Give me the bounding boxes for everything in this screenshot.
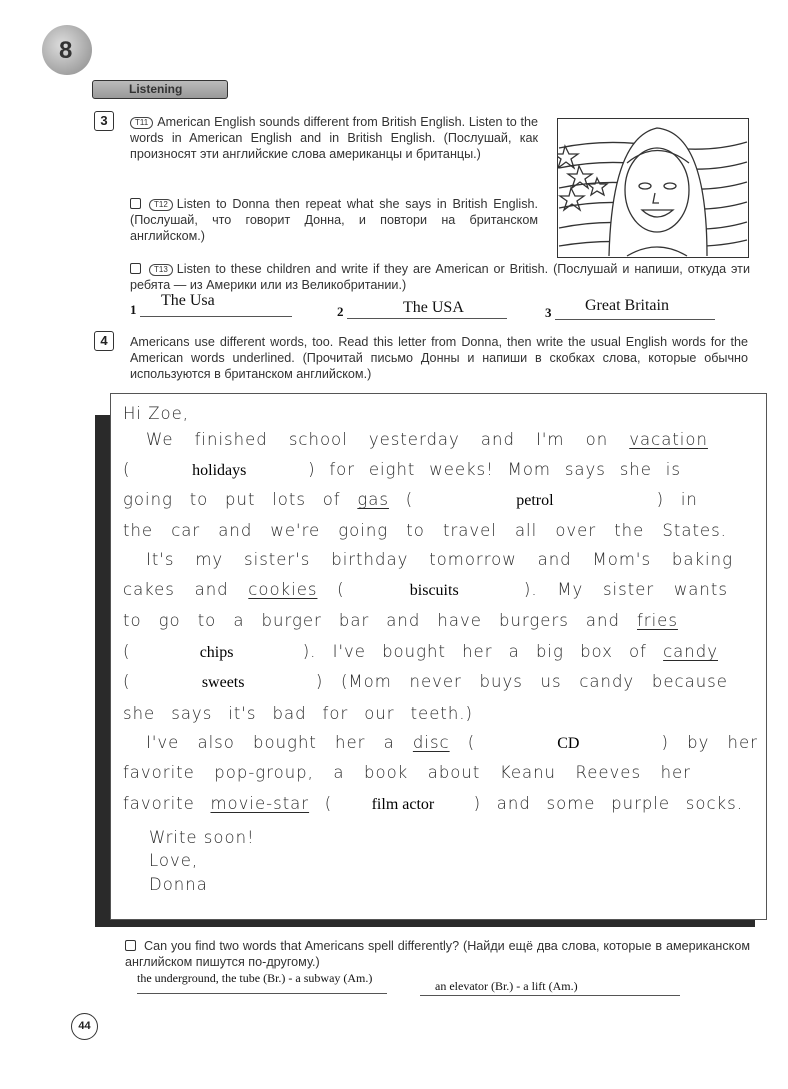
letter-word: the	[614, 521, 645, 540]
exercise-number: 3	[94, 111, 114, 131]
letter-word: ).	[302, 642, 317, 661]
letter-word: by	[687, 733, 710, 752]
answer-field[interactable]: sweets	[201, 674, 245, 691]
answer-line	[140, 316, 292, 317]
letter-word: put	[225, 490, 256, 509]
letter-word: and	[496, 794, 531, 813]
letter-line	[149, 851, 198, 870]
letter-word: (	[123, 642, 131, 661]
letter-word: States.	[662, 521, 727, 540]
answer-field[interactable]: biscuits	[409, 582, 459, 599]
letter-word: we're	[270, 521, 321, 540]
letter-word: to	[123, 611, 142, 630]
letter-word: on	[585, 430, 609, 449]
letter-word: (	[123, 672, 131, 691]
letter-word: birthday	[331, 550, 409, 569]
letter-line	[123, 763, 691, 782]
letter-word: (Mom	[340, 672, 392, 691]
exercise-5-instruction	[125, 938, 750, 970]
answer-number: 1	[130, 302, 137, 317]
letter-word: I'm	[536, 430, 565, 449]
letter-line	[123, 794, 743, 814]
letter-word: bought	[382, 642, 446, 661]
letter-word: about	[427, 763, 481, 782]
answer-field-spelling-2[interactable]: an elevator (Br.) - a lift (Am.)	[435, 979, 578, 993]
answer-field[interactable]: CD	[557, 735, 580, 752]
letter-word: says	[171, 704, 213, 723]
section-header	[92, 80, 228, 99]
letter-word: cakes	[123, 580, 175, 599]
letter-word: I've	[332, 642, 366, 661]
underlined-american-word: movie-star	[210, 794, 310, 813]
exercise-number: 4	[94, 331, 114, 351]
audio-track-badge: T12	[149, 199, 173, 211]
letter-word: to	[197, 611, 217, 630]
letter-word: my	[195, 550, 224, 569]
letter-line	[123, 580, 728, 600]
letter-word: and	[386, 611, 421, 630]
letter-shadow	[95, 415, 110, 927]
answer-field-spelling-1[interactable]: the underground, the tube (Br.) - a subway (Am.)	[137, 971, 373, 985]
letter-word: have	[437, 611, 482, 630]
letter-word: We	[146, 430, 174, 449]
letter-word: finished	[194, 430, 268, 449]
letter-word: teeth.)	[410, 704, 473, 723]
letter-word: Love,	[149, 851, 199, 870]
letter-word: (	[324, 794, 333, 813]
letter-word: bar	[338, 611, 370, 630]
task-checkbox	[125, 940, 136, 951]
letter-word: sister	[602, 580, 655, 599]
answer-line	[420, 995, 680, 996]
underlined-american-word: candy	[663, 642, 718, 661]
letter-line	[123, 404, 189, 423]
donna-letter	[110, 393, 767, 920]
answer-field[interactable]: chips	[199, 644, 234, 661]
letter-line	[123, 521, 727, 540]
letter-word: burger	[261, 611, 322, 630]
girl-with-flag-illustration	[557, 118, 749, 258]
letter-word: Hi Zoe,	[123, 404, 190, 423]
instruction-text: Can you find two words that Americans spell differently? (Найди ещё два слова, которые в американском английском пишутся по-другому.)	[125, 939, 750, 969]
answer-number: 3	[545, 305, 552, 320]
letter-line	[123, 611, 678, 630]
letter-word: because	[651, 672, 728, 691]
letter-word: and	[480, 430, 515, 449]
exercise-4-instruction: Americans use different words, too. Read this letter from Donna, then write the usual English words for the American words underlined. (Прочитай письмо Донны и напиши в скобках слова, которые обычно используются в британском английском.)	[130, 335, 748, 381]
letter-word: car	[171, 521, 201, 540]
letter-line	[123, 672, 728, 692]
answer-field-1[interactable]: The Usa	[161, 292, 215, 309]
letter-word: lots	[272, 490, 306, 509]
letter-word: favorite	[123, 794, 195, 813]
letter-line	[146, 733, 758, 753]
letter-word: is	[665, 460, 681, 479]
section-title: Listening	[129, 82, 183, 96]
letter-word: yesterday	[368, 430, 460, 449]
letter-word: bad	[272, 704, 307, 723]
letter-word: Donna	[149, 875, 208, 894]
letter-line	[123, 704, 473, 723]
answer-line	[555, 319, 715, 320]
letter-word: I've	[146, 733, 180, 752]
letter-word: over	[555, 521, 597, 540]
letter-word: sister's	[244, 550, 311, 569]
exercise-3-instruction	[130, 114, 538, 162]
letter-word: candy	[579, 672, 635, 691]
instruction-text: Listen to Donna then repeat what she says in British English. (Послушай, что говорит Донна, и повтори на британском английском.)	[130, 197, 538, 243]
letter-word: says	[564, 460, 606, 479]
letter-word: )	[308, 460, 316, 479]
letter-word: never	[409, 672, 462, 691]
letter-word: Mom's	[592, 550, 652, 569]
page-number: 44	[71, 1013, 98, 1040]
letter-word: burgers	[498, 611, 569, 630]
letter-word: to	[189, 490, 209, 509]
letter-word: her	[335, 733, 366, 752]
underlined-american-word: gas	[357, 490, 389, 509]
letter-word: Write soon!	[149, 828, 255, 847]
letter-word: for	[322, 704, 349, 723]
letter-word: her	[462, 642, 493, 661]
letter-word: book	[364, 763, 409, 782]
letter-word: )	[656, 490, 665, 509]
unit-badge	[42, 25, 92, 75]
letter-word: (	[123, 460, 131, 479]
letter-word: in	[680, 490, 698, 509]
letter-word: and	[194, 580, 229, 599]
answer-line	[137, 993, 387, 994]
letter-word: of	[629, 642, 647, 661]
letter-word: wants	[673, 580, 728, 599]
letter-word: Mom	[507, 460, 551, 479]
task-checkbox	[130, 263, 141, 274]
letter-word: school	[288, 430, 348, 449]
letter-word: some	[546, 794, 596, 813]
answer-field-2[interactable]: The USA	[403, 299, 464, 316]
letter-word: It's	[146, 550, 175, 569]
letter-word: purple	[611, 794, 671, 813]
instruction-text: American English sounds different from British English. Listen to the words in American English and in British English. (Послушай, как произносят эти английские слова американцы и британцы.)	[130, 115, 538, 161]
letter-word: her	[727, 733, 758, 752]
answer-number: 2	[337, 304, 344, 319]
answer-field[interactable]: petrol	[516, 492, 554, 509]
letter-word: travel	[442, 521, 497, 540]
letter-word: )	[661, 733, 669, 752]
letter-word: socks.	[685, 794, 743, 813]
letter-word: box	[580, 642, 613, 661]
letter-word: My	[557, 580, 584, 599]
underlined-american-word: vacation	[629, 430, 708, 449]
letter-word: and	[537, 550, 572, 569]
letter-word: weeks!	[429, 460, 494, 479]
unit-number: 8	[59, 37, 73, 64]
letter-word: and	[585, 611, 620, 630]
answer-field[interactable]: film actor	[371, 796, 435, 813]
letter-word: her	[660, 763, 691, 782]
letter-line	[123, 642, 718, 662]
letter-word: Reeves	[575, 763, 642, 782]
audio-track-badge: T13	[149, 264, 173, 276]
letter-word: (	[405, 490, 414, 509]
letter-word: favorite	[123, 763, 195, 782]
letter-line	[146, 550, 733, 569]
letter-word: it's	[228, 704, 257, 723]
letter-word: big	[535, 642, 564, 661]
letter-word: for	[329, 460, 355, 479]
letter-line	[146, 430, 708, 449]
letter-word: the	[123, 521, 154, 540]
instruction-text: Listen to these children and write if they are American or British. (Послушай и напиши, откуда эти ребята — из Америки или из Великобритании.)	[130, 262, 750, 292]
letter-word: tomorrow	[429, 550, 517, 569]
letter-word: to	[406, 521, 425, 540]
letter-word: eight	[368, 460, 416, 479]
letter-word: Keanu	[499, 763, 557, 782]
letter-word: of	[322, 490, 341, 509]
letter-word: (	[467, 733, 476, 752]
underlined-american-word: fries	[637, 611, 678, 630]
letter-line	[123, 460, 681, 480]
letter-word: )	[315, 672, 324, 691]
letter-word: going	[338, 521, 389, 540]
letter-line	[149, 828, 255, 847]
letter-line	[123, 490, 698, 510]
letter-word: pop-group,	[214, 763, 314, 782]
exercise-3-task-c	[130, 261, 750, 293]
letter-word: go	[158, 611, 181, 630]
letter-word: a	[233, 611, 245, 630]
answer-field[interactable]: holidays	[192, 462, 247, 479]
audio-track-badge: T11	[130, 117, 153, 129]
letter-word: she	[123, 704, 156, 723]
letter-word: going	[123, 490, 173, 509]
letter-word: our	[364, 704, 395, 723]
letter-word: baking	[671, 550, 733, 569]
answer-line	[347, 318, 507, 319]
letter-line	[149, 875, 208, 894]
letter-word: ).	[523, 580, 538, 599]
letter-word: and	[218, 521, 253, 540]
letter-word: )	[473, 794, 482, 813]
underlined-american-word: disc	[412, 733, 450, 752]
letter-word: (	[337, 580, 345, 599]
letter-word: she	[619, 460, 652, 479]
letter-word: all	[514, 521, 538, 540]
letter-word: bought	[253, 733, 317, 752]
letter-word: a	[383, 733, 395, 752]
exercise-3-task-b	[130, 196, 538, 244]
letter-word: also	[197, 733, 235, 752]
answer-field-3[interactable]: Great Britain	[585, 297, 669, 314]
letter-word: a	[508, 642, 520, 661]
task-checkbox	[130, 198, 141, 209]
letter-word: us	[540, 672, 562, 691]
letter-word: a	[333, 763, 345, 782]
letter-word: buys	[479, 672, 523, 691]
underlined-american-word: cookies	[248, 580, 318, 599]
